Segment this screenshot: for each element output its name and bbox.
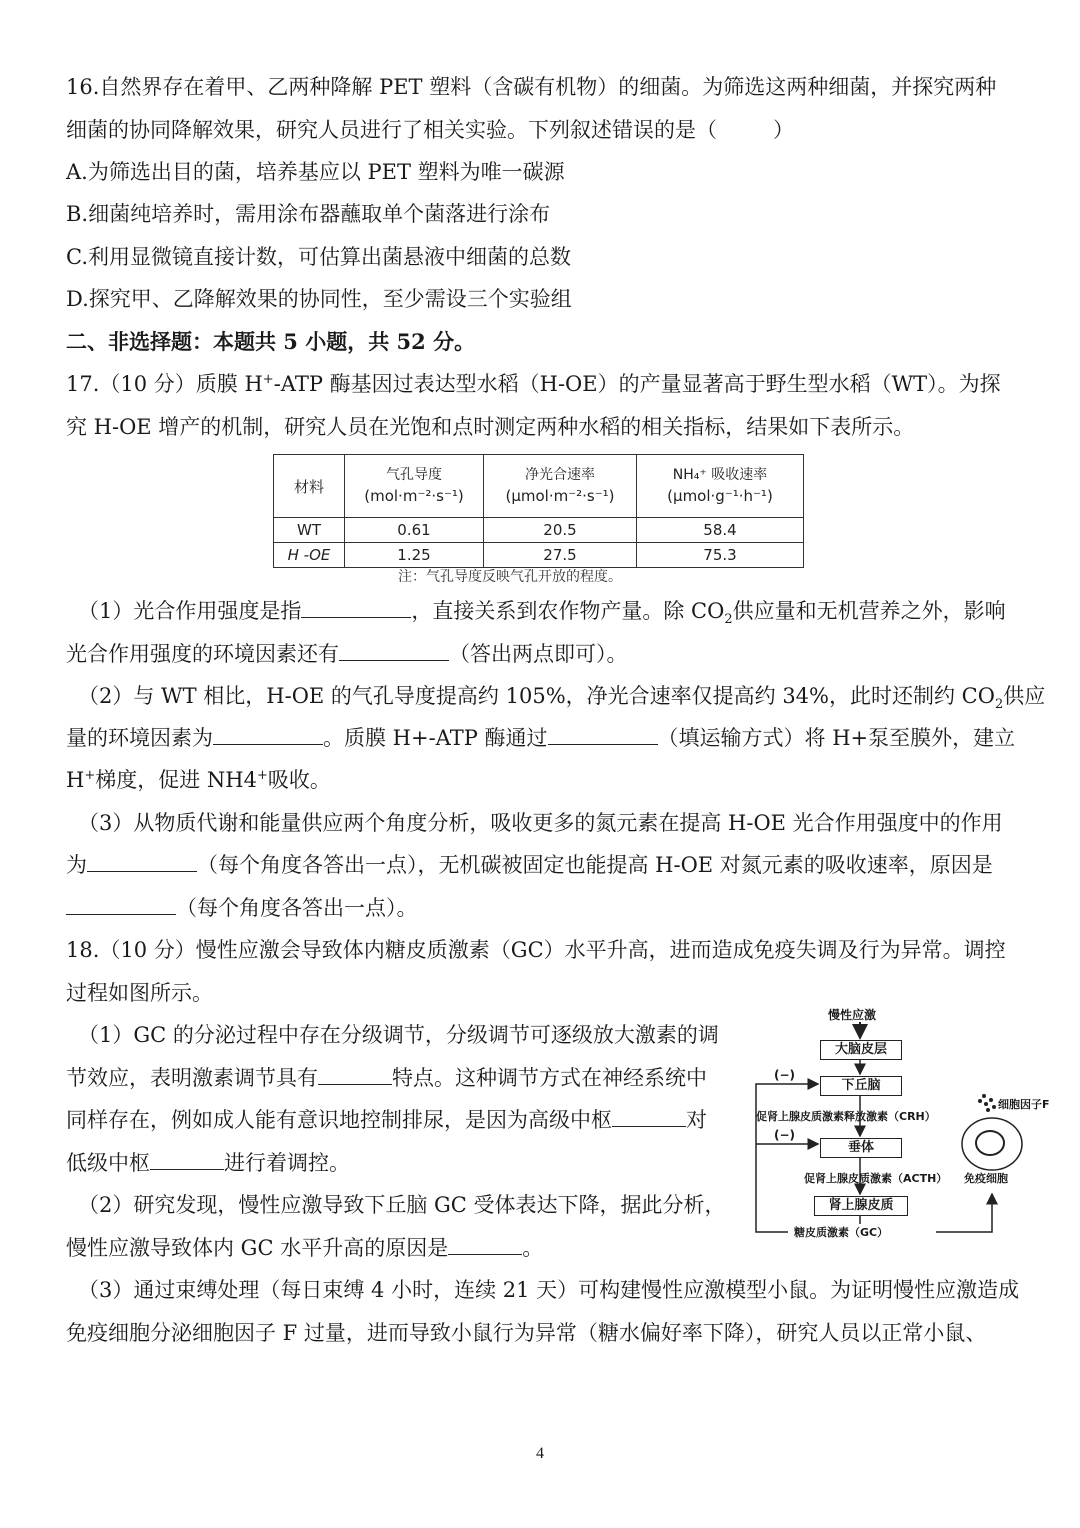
q18-part2-text-c: 。 [522,1236,544,1260]
q17-part1-line1 [78,596,1006,626]
q17-part2-text-c: 量的环境因素为 [66,726,213,750]
data-table [273,454,804,568]
table-header-photosynthesis-unit: (μmol·m⁻²·s⁻¹) [505,487,615,505]
q17-part3-line3 [66,893,418,923]
table-header-stomatal-unit: (mol·m⁻²·s⁻¹) [364,487,464,505]
q18-part2-text-b: 慢性应激导致体内 GC 水平升高的原因是 [66,1236,449,1260]
table-header-photosynthesis-label: 净光合速率 [525,467,595,483]
table-cell: 58.4 [637,518,804,543]
table-header-photosynthesis [484,455,637,518]
q16-option-a: A.为筛选出目的菌，培养基应以 PET 塑料为唯一碳源 [66,160,565,184]
q17-part3-line2 [66,850,993,880]
q17-stem-line2: 究 H-OE 增产的机制，研究人员在光饱和点时测定两种水稻的相关指标，结果如下表所示。 [66,415,915,439]
cytokine-dots [978,1094,996,1112]
q18-part1-line4 [66,1148,350,1178]
q18-stem-line1: 18.（10 分）慢性应激会导致体内糖皮质激素（GC）水平升高，进而造成免疫失调及行为异常。调控 [66,938,1006,962]
q17-part1-sub: 2 [724,612,733,628]
q18-part3-line2: 免疫细胞分泌细胞因子 F 过量，进而导致小鼠行为异常（糖水偏好率下降），研究人员以正常小鼠、 [66,1321,987,1345]
table-cell: 27.5 [484,543,637,568]
answer-blank[interactable] [66,894,176,915]
q16-stem-line1: 16.自然界存在着甲、乙两种降解 PET 塑料（含碳有机物）的细菌。为筛选这两种细菌，并探究两种 [66,75,997,99]
answer-blank[interactable] [448,1234,522,1255]
table-header-absorption [637,455,804,518]
diagram-negative-label: (−) [774,1068,796,1082]
regulation-diagram [748,1004,1060,1244]
q18-part1-line2 [66,1063,707,1093]
diagram-immune-label: 免疫细胞 [964,1172,1008,1185]
q18-part1-text-c: 特点。这种调节方式在神经系统中 [392,1066,707,1090]
diagram-hypothalamus-box: 下丘脑 [820,1076,902,1096]
diagram-crh-label: 促肾上腺皮质激素释放激素（CRH） [756,1110,936,1123]
q18-part2-line1: （2）研究发现，慢性应激导致下丘脑 GC 受体表达下降，据此分析， [78,1193,726,1217]
q17-part1-text-d: 光合作用强度的环境因素还有 [66,642,339,666]
immune-cell-nucleus [976,1131,1004,1155]
q18-part1-line1: （1）GC 的分泌过程中存在分级调节，分级调节可逐级放大激素的调 [78,1023,719,1047]
q18-part1-text-b: 节效应，表明激素调节具有 [66,1066,318,1090]
answer-blank[interactable] [213,724,323,745]
diagram-cytokine-label: 细胞因子F [998,1098,1050,1111]
answer-blank[interactable] [87,851,197,872]
q17-part2-line3 [66,765,331,795]
diagram-cortex-box: 大脑皮层 [820,1040,902,1060]
q17-part3-line1: （3）从物质代谢和能量供应两个角度分析，吸收更多的氮元素在提高 H-OE 光合作用强度中的作用 [78,811,1003,835]
q17-stem-b: -ATP 酶基因过表达型水稻（H-OE）的产量显著高于野生型水稻（WT）。为探 [273,372,1001,396]
diagram-negative-label: (−) [774,1128,796,1142]
q16-stem-line2 [66,115,794,145]
q17-part2-text-g: 梯度，促进 NH4 [95,768,257,792]
q17-part2-sup: + [84,768,96,783]
q16-option-c: C.利用显微镜直接计数，可估算出菌悬液中细菌的总数 [66,245,571,269]
answer-blank[interactable] [339,640,449,661]
q16-stem-close: ） [773,118,794,142]
q17-part2-text-b: 供应 [1003,684,1046,708]
q17-part2-line1 [78,681,1045,711]
table-header-row [274,455,804,518]
table-header-stomatal [345,455,484,518]
q18-part1-text-d: 同样存在，例如成人能有意识地控制排尿，是因为高级中枢 [66,1108,612,1132]
q17-part2-line2 [66,723,1015,753]
q17-part2-text-d: 。质膜 H+-ATP 酶通过 [323,726,548,750]
q17-stem-sup: + [262,372,274,387]
q16-option-b: B.细菌纯培养时，需用涂布器蘸取单个菌落进行涂布 [66,202,551,226]
q18-stem-line2: 过程如图所示。 [66,981,213,1005]
section-heading: 二、非选择题：本题共 5 小题，共 52 分。 [66,329,476,354]
q17-part2-sub: 2 [994,697,1004,713]
q18-part1-line3 [66,1105,707,1135]
table-row [274,543,804,568]
table-cell: 75.3 [637,543,804,568]
table-header-absorption-label: NH₄⁺ 吸收速率 [672,467,768,483]
q17-part3-text-d: （每个角度各答出一点）。 [176,896,418,920]
q17-part1-text-b: ，直接关系到农作物产量。除 CO [411,599,725,623]
q16-option-d: D.探究甲、乙降解效果的协同性，至少需设三个实验组 [66,287,572,311]
table-cell: WT [274,518,345,543]
answer-blank[interactable] [318,1064,392,1085]
q17-part1-text-c: 供应量和无机营养之外，影响 [732,599,1006,623]
q18-part3-line1: （3）通过束缚处理（每日束缚 4 小时，连续 21 天）可构建慢性应激模型小鼠。为证明慢性应激造成 [78,1278,1020,1302]
answer-blank[interactable] [612,1106,686,1127]
table-header-absorption-unit: (μmol·g⁻¹·h⁻¹) [667,487,773,505]
answer-blank[interactable] [150,1149,224,1170]
q17-part3-text-b: 为 [66,853,87,877]
table-header-stomatal-label: 气孔导度 [386,467,442,483]
diagram-adrenal-box: 肾上腺皮质 [814,1196,908,1216]
q17-part3-text-c: （每个角度各答出一点），无机碳被固定也能提高 H-OE 对氮元素的吸收速率，原因是 [197,853,993,877]
q17-part2-text-h: 吸收。 [267,768,331,792]
q17-part1-text-a: （1）光合作用强度是指 [78,599,302,623]
q17-stem-line1 [66,369,1001,399]
table-note: 注：气孔导度反映气孔开放的程度。 [398,569,622,585]
page-number: 4 [536,1445,544,1462]
table-cell: 1.25 [345,543,484,568]
q17-part2-text-e: （填运输方式）将 H+泵至膜外，建立 [657,726,1016,750]
diagram-stress-label: 慢性应激 [828,1008,877,1022]
arrow-gc-immune [936,1194,992,1232]
answer-blank[interactable] [301,597,411,618]
q18-part1-text-g: 进行着调控。 [224,1151,350,1175]
q17-stem-a: 17.（10 分）质膜 H [66,372,263,396]
q17-part1-line2 [66,639,628,669]
diagram-pituitary-box: 垂体 [820,1138,902,1158]
q17-part2-text-f: H [66,768,85,792]
diagram-gc-label: 糖皮质激素（GC） [794,1226,889,1239]
q17-part2-text-a: （2）与 WT 相比，H-OE 的气孔导度提高约 105%，净光合速率仅提高约 34%，此时还制约 CO [78,684,995,708]
feedback-line-hypothalamus [756,1084,818,1232]
table-cell: 0.61 [345,518,484,543]
q17-part2-sup2: + [256,768,268,783]
table-cell: 20.5 [484,518,637,543]
q18-part2-line2 [66,1233,543,1263]
q17-part1-text-e: （答出两点即可）。 [449,642,628,666]
answer-blank[interactable] [548,724,658,745]
table-row [274,518,804,543]
q18-part1-text-e: 对 [686,1108,707,1132]
q18-part1-text-f: 低级中枢 [66,1151,150,1175]
q16-stem-text: 细菌的协同降解效果，研究人员进行了相关实验。下列叙述错误的是（ [66,118,717,142]
table-header-material: 材料 [274,455,345,518]
table-cell: H -OE [274,543,345,568]
diagram-acth-label: 促肾上腺皮质激素（ACTH） [804,1172,948,1185]
